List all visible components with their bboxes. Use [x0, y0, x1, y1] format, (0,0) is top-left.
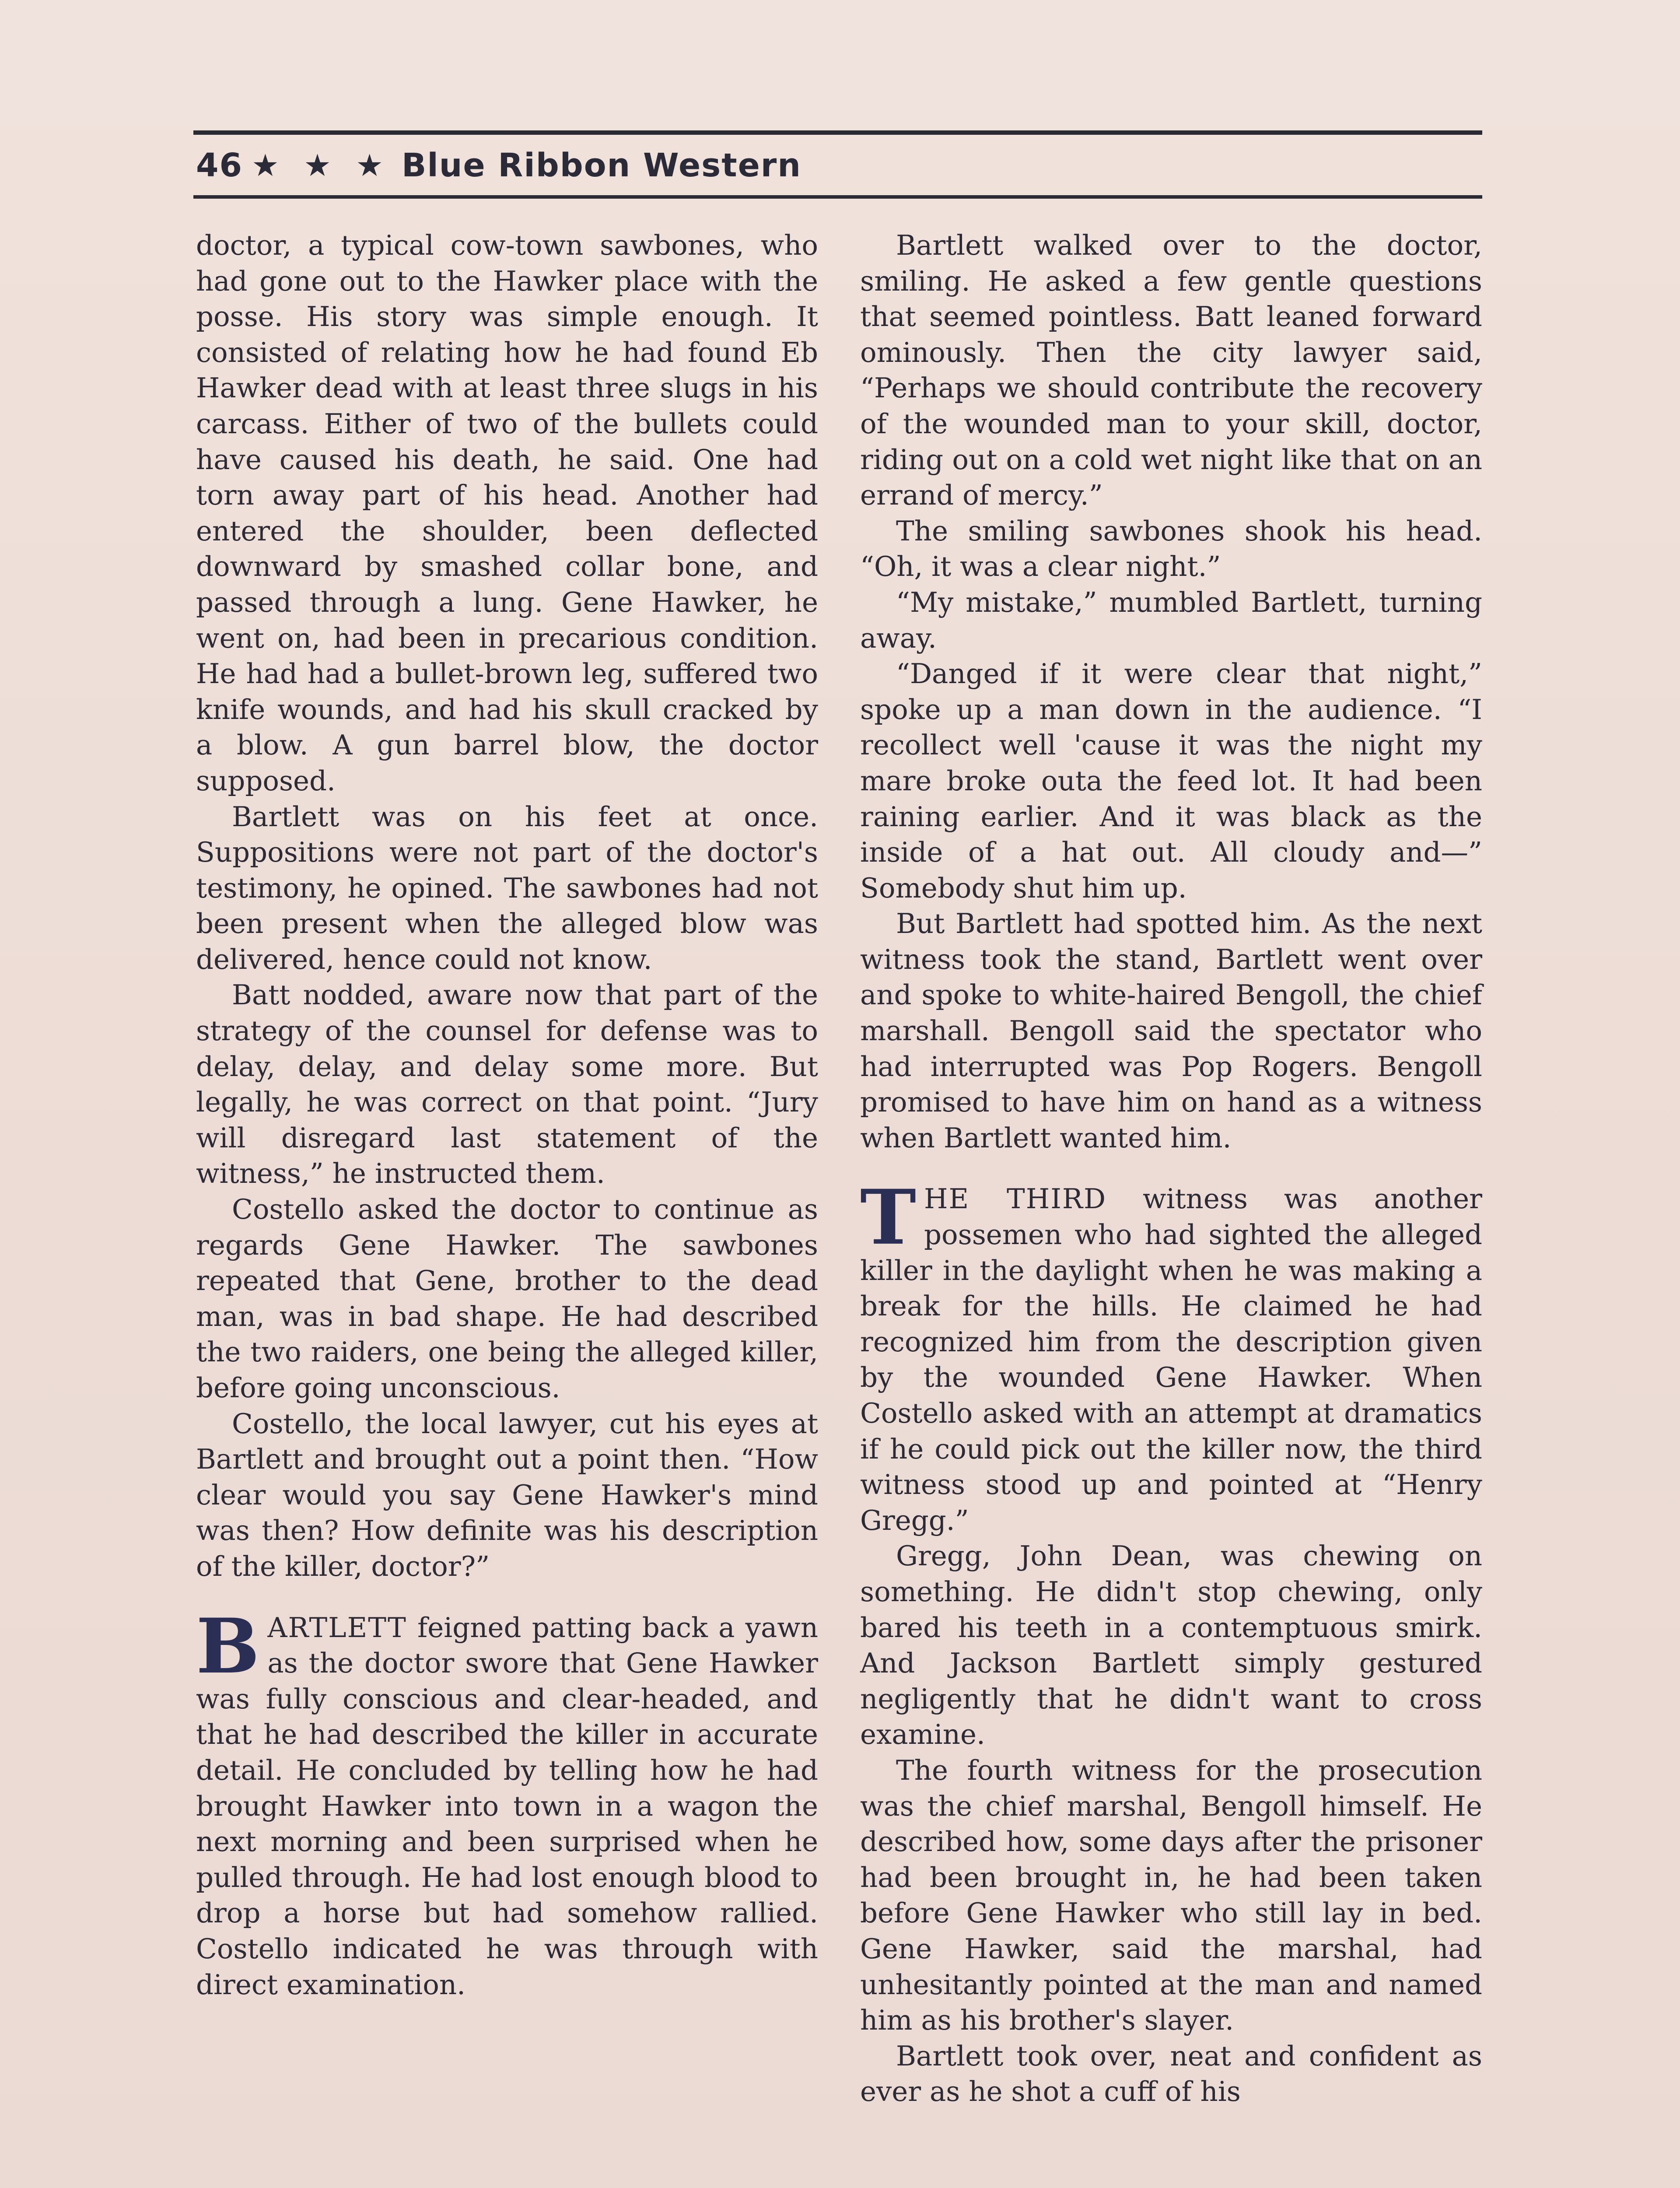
header-rule-bottom	[193, 195, 1482, 199]
paragraph: The fourth witness for the prosecution was the chief marshal, Bengoll himself. He described how, some days after the prisoner had been brought in, he had been taken before Gene Hawker who still lay in bed. Gene Hawker, said the marshal, had unhesitantly pointed at the man and named him as his brother's slayer.	[860, 1754, 1482, 2037]
drop-cap: B	[196, 1601, 260, 1690]
paragraph: Costello asked the doctor to continue as regards Gene Hawker. The sawbones repeated that Gene, brother to the dead man, was in bad shape. He had described the two raiders, one being the alleged killer, before going unconscious.	[196, 1193, 818, 1404]
section-paragraph	[860, 1173, 1482, 1538]
header-rule-top	[193, 130, 1482, 135]
stars-ornament: ★ ★ ★	[251, 147, 390, 183]
section-paragraph	[196, 1601, 818, 2003]
page-number: 46	[196, 147, 243, 184]
section-text: witness was another possemen who had sighted the alleged killer in the daylight when he was making a break for the hills. He claimed he had recognized him from the description given by the wounded Gene Hawker. When Costello asked with an attempt at dramatics if he could pick out the killer now, the third witness stood up and pointed at “Henry Gregg.”	[860, 1183, 1482, 1536]
running-header	[196, 139, 1482, 192]
paragraph: Bartlett was on his feet at once. Suppositions were not part of the doctor's testimony, he opined. The sawbones had not been present when the alleged blow was delivered, hence could not know.	[196, 800, 818, 975]
paragraph: The smiling sawbones shook his head. “Oh, it was a clear night.”	[860, 515, 1482, 583]
section-text: feigned patting back a yawn as the doctor swore that Gene Hawker was fully conscious and clear-headed, and that he had described the killer in accurate detail. He concluded by telling how he had brought Hawker into town in a wagon the next morning and been surprised when he pulled through. He had lost enough blood to drop a horse but had somehow rallied. Costello indicated he was through with direct examination.	[196, 1611, 818, 2001]
paragraph: Costello, the local lawyer, cut his eyes at Bartlett and brought out a point then. “How clear would you say Gene Hawker's mind was then? How definite was his description of the killer, doctor?”	[196, 1407, 818, 1582]
paragraph: Gregg, John Dean, was chewing on something. He didn't stop chewing, only bared his teeth in a contemptuous smirk. And Jackson Bartlett simply gestured negligently that he didn't want to cross examine.	[860, 1540, 1482, 1751]
paragraph: doctor, a typical cow-town sawbones, who had gone out to the Hawker place with the posse. His story was simple enough. It consisted of relating how he had found Eb Hawker dead with at least three slugs in his carcass. Either of two of the bullets could have caused his death, he said. One had torn away part of his head. Another had entered the shoulder, been deflected downward by smashed collar bone, and passed through a lung. Gene Hawker, he went on, had been in precarious condition. He had had a bullet-brown leg, suffered two knife wounds, and had his skull cracked by a blow. A gun barrel blow, the doctor supposed.	[196, 229, 818, 797]
paragraph: “My mistake,” mumbled Bartlett, turning away.	[860, 586, 1482, 654]
magazine-title: Blue Ribbon Western	[402, 147, 802, 184]
lead-caps: ARTLETT	[267, 1611, 407, 1644]
paragraph: Bartlett walked over to the doctor, smiling. He asked a few gentle questions that seemed pointless. Batt leaned forward ominously. Then the city lawyer said, “Perhaps we should contribute the recovery of the wounded man to your skill, doctor, riding out on a cold wet night like that on an errand of mercy.”	[860, 229, 1482, 512]
paragraph: Bartlett took over, neat and confident as ever as he shot a cuff of his	[860, 2040, 1482, 2108]
lead-caps: HE THIRD	[924, 1183, 1107, 1215]
left-column	[196, 228, 818, 2002]
paragraph: But Bartlett had spotted him. As the next witness took the stand, Bartlett went over and spoke to white-haired Bengoll, the chief marshall. Bengoll said the spectator who had interrupted was Pop Rogers. Bengoll promised to have him on hand as a witness when Bartlett wanted him.	[860, 908, 1482, 1154]
paragraph: Batt nodded, aware now that part of the strategy of the counsel for defense was to delay, delay, and delay some more. But legally, he was correct on that point. “Jury will disregard last statement of the witness,” he instructed them.	[196, 979, 818, 1190]
right-column	[860, 228, 1482, 2110]
drop-cap: T	[860, 1173, 916, 1262]
paragraph: “Danged if it were clear that night,” spoke up a man down in the audience. “I recollect well 'cause it was the night my mare broke outa the feed lot. It had been raining earlier. And it was black as the inside of a hat out. All cloudy and—” Somebody shut him up.	[860, 658, 1482, 904]
